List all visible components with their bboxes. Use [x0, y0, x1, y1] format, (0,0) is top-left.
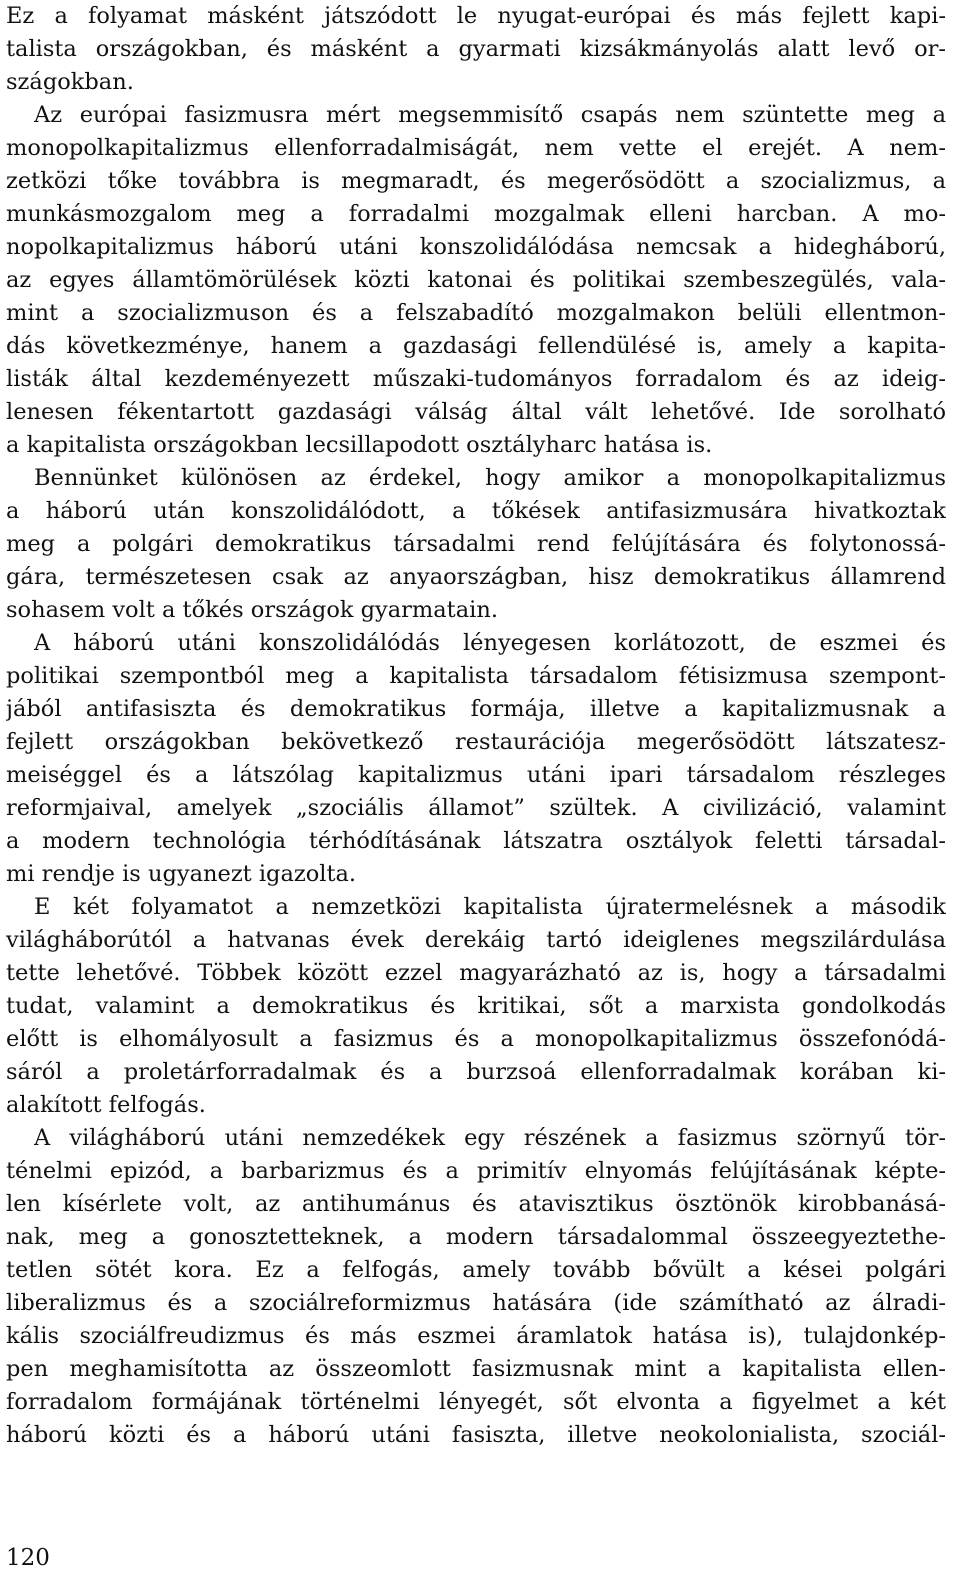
text-line: sáról a proletárforradalmak és a burzsoá ellenforradalmak korában ki- — [6, 1059, 946, 1085]
text-line: Az európai fasizmusra mért megsemmisítő csapás nem szüntette meg a — [34, 102, 946, 128]
text-line: a kapitalista országokban lecsillapodott osztályharc hatása is. — [6, 432, 713, 458]
text-line: mint a szocializmuson és a felszabadító mozgalmakon belüli ellentmon- — [6, 300, 946, 326]
text-line: dás következménye, hanem a gazdasági fellendülésé is, amely a kapita- — [6, 333, 946, 359]
text-line: az egyes államtömörülések közti katonai és politikai szembeszegülés, vala- — [6, 267, 946, 293]
text-line: mi rendje is ugyanezt igazolta. — [6, 861, 357, 887]
text-line: Ez a folyamat másként játszódott le nyugat-európai és más fejlett kapi- — [6, 3, 946, 29]
text-line: reformjaival, amelyek „szociális államot” szültek. A civilizáció, valamint — [6, 795, 946, 821]
text-line: jából antifasiszta és demokratikus formája, illetve a kapitalizmusnak a — [6, 696, 946, 722]
text-line: forradalom formájának történelmi lényegét, sőt elvonta a figyelmet a két — [6, 1389, 946, 1415]
text-line: Bennünket különösen az érdekel, hogy amikor a monopolkapitalizmus — [34, 465, 946, 491]
text-line: liberalizmus és a szociálreformizmus hatására (ide számítható az álradi- — [6, 1290, 946, 1316]
text-line: meiséggel és a látszólag kapitalizmus utáni ipari társadalom részleges — [6, 762, 946, 788]
text-line: világháborútól a hatvanas évek derekáig tartó ideiglenes megszilárdulása — [6, 927, 946, 953]
text-line: A háború utáni konszolidálódás lényegesen korlátozott, de eszmei és — [34, 630, 946, 656]
text-line: zetközi tőke továbbra is megmaradt, és megerősödött a szocializmus, a — [6, 168, 946, 194]
text-line: a háború után konszolidálódott, a tőkések antifasizmusára hivatkoztak — [6, 498, 946, 524]
text-line: nak, meg a gonosztetteknek, a modern társadalommal összeegyeztethe- — [6, 1224, 946, 1250]
text-line: A világháború utáni nemzedékek egy részének a fasizmus szörnyű tör- — [34, 1125, 946, 1151]
text-line: fejlett országokban bekövetkező restaurációja megerősödött látszatesz- — [6, 729, 946, 755]
text-line: ténelmi epizód, a barbarizmus és a primitív elnyomás felújításának képte- — [6, 1158, 946, 1184]
text-line: előtt is elhomályosult a fasizmus és a monopolkapitalizmus összefonódá- — [6, 1026, 946, 1052]
text-line: politikai szempontból meg a kapitalista társadalom fétisizmusa szempont- — [6, 663, 946, 689]
text-line: gára, természetesen csak az anyaországban, hisz demokratikus államrend — [6, 564, 946, 590]
text-line: sohasem volt a tőkés országok gyarmatain. — [6, 597, 498, 623]
text-line: lenesen fékentartott gazdasági válság által vált lehetővé. Ide sorolható — [6, 399, 946, 425]
text-line: a modern technológia térhódításának látszatra osztályok feletti társadal- — [6, 828, 946, 854]
text-line: alakított felfogás. — [6, 1092, 206, 1118]
text-line: listák által kezdeményezett műszaki-tudományos forradalom és az ideig- — [6, 366, 946, 392]
text-line: kális szociálfreudizmus és más eszmei áramlatok hatása is), tulajdonkép- — [6, 1323, 946, 1349]
text-line: meg a polgári demokratikus társadalmi rend felújítására és folytonossá- — [6, 531, 946, 557]
text-line: tudat, valamint a demokratikus és kritikai, sőt a marxista gondolkodás — [6, 993, 946, 1019]
text-line: szágokban. — [6, 69, 134, 95]
text-line: tetlen sötét kora. Ez a felfogás, amely tovább bővült a kései polgári — [6, 1257, 946, 1283]
text-line: len kísérlete volt, az antihumánus és atavisztikus ösztönök kirobbanásá- — [6, 1191, 946, 1217]
text-line: E két folyamatot a nemzetközi kapitalista újratermelésnek a második — [34, 894, 946, 920]
text-line: monopolkapitalizmus ellenforradalmiságát, nem vette el erejét. A nem- — [6, 135, 946, 161]
text-line: háború közti és a háború utáni fasiszta, illetve neokolonialista, szociál- — [6, 1422, 946, 1448]
page-number: 120 — [6, 1545, 50, 1571]
text-line: pen meghamisította az összeomlott fasizmusnak mint a kapitalista ellen- — [6, 1356, 946, 1382]
text-line: munkásmozgalom meg a forradalmi mozgalmak elleni harcban. A mo- — [6, 201, 946, 227]
text-line: talista országokban, és másként a gyarmati kizsákmányolás alatt levő or- — [6, 36, 946, 62]
text-line: nopolkapitalizmus háború utáni konszolidálódása nemcsak a hidegháború, — [6, 234, 946, 260]
text-line: tette lehetővé. Többek között ezzel magyarázható az is, hogy a társadalmi — [6, 960, 946, 986]
